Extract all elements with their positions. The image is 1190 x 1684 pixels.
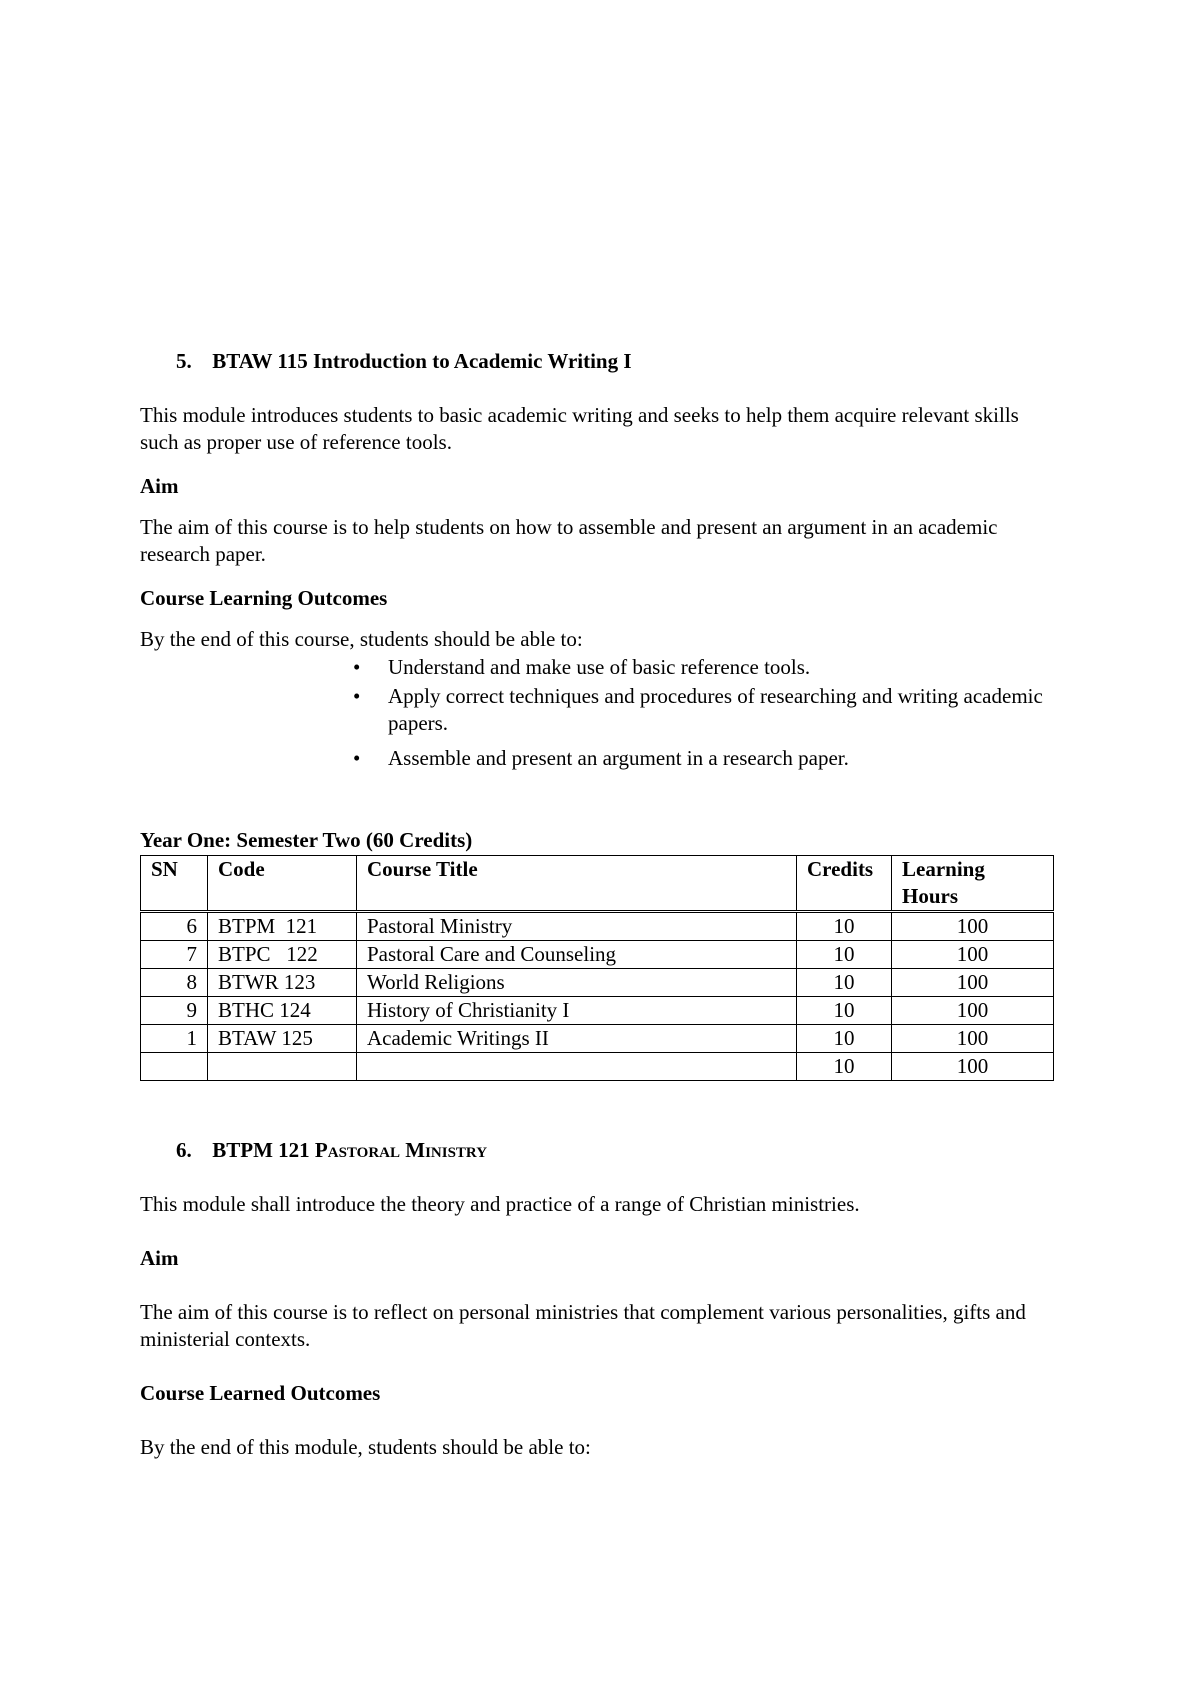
cell-code: BTAW 125 xyxy=(208,1025,357,1053)
cell-sn: 6 xyxy=(141,912,208,941)
section-6-code: BTPM 121 xyxy=(212,1138,310,1162)
course-table xyxy=(140,855,1054,1081)
cell-title xyxy=(357,1053,797,1081)
section-5-aim-heading: Aim xyxy=(140,474,179,498)
section-5-intro: This module introduces students to basic academic writing and seeks to help them acquire relevant skills such as proper use of reference tools. xyxy=(140,403,1019,454)
cell-credits: 10 xyxy=(797,1053,892,1081)
bullet-icon: • xyxy=(353,684,361,708)
column-header-course-title: Course Title xyxy=(357,856,797,912)
list-item: • Apply correct techniques and procedures of researching and writing academic papers. xyxy=(353,684,1043,735)
cell-code xyxy=(208,1053,357,1081)
section-6-intro: This module shall introduce the theory and practice of a range of Christian ministries. xyxy=(140,1192,860,1216)
cell-code: BTPC 122 xyxy=(208,941,357,969)
cell-hours: 100 xyxy=(892,997,1054,1025)
list-item: • Understand and make use of basic reference tools. xyxy=(353,655,811,679)
cell-credits: 10 xyxy=(797,941,892,969)
cell-title: Pastoral Care and Counseling xyxy=(357,941,797,969)
table-row xyxy=(141,969,1054,997)
cell-credits: 10 xyxy=(797,1025,892,1053)
section-5-title: BTAW 115 Introduction to Academic Writing I xyxy=(212,349,632,373)
cell-title: Academic Writings II xyxy=(357,1025,797,1053)
bullet-icon: • xyxy=(353,746,361,770)
section-6-outcomes-lead: By the end of this module, students should be able to: xyxy=(140,1435,591,1459)
column-header-sn: SN xyxy=(141,856,208,912)
table-header-row xyxy=(141,856,1054,912)
column-header-code: Code xyxy=(208,856,357,912)
section-5-outcomes-heading: Course Learning Outcomes xyxy=(140,586,388,610)
table-row xyxy=(141,941,1054,969)
cell-sn: 1 xyxy=(141,1025,208,1053)
section-6-heading xyxy=(176,1137,487,1164)
section-5-heading xyxy=(176,348,632,375)
cell-credits: 10 xyxy=(797,912,892,941)
section-6-aim-text: The aim of this course is to reflect on personal ministries that complement various personalities, gifts and ministerial contexts. xyxy=(140,1300,1026,1351)
list-item: • Assemble and present an argument in a research paper. xyxy=(353,746,849,770)
cell-hours: 100 xyxy=(892,941,1054,969)
table-row xyxy=(141,912,1054,941)
bullet-icon: • xyxy=(353,655,361,679)
cell-sn: 9 xyxy=(141,997,208,1025)
section-5-number: 5. xyxy=(176,349,192,373)
section-5-aim-text: The aim of this course is to help students on how to assemble and present an argument in an academic research paper. xyxy=(140,515,998,566)
section-6-aim-heading: Aim xyxy=(140,1246,179,1270)
cell-code: BTWR 123 xyxy=(208,969,357,997)
cell-code: BTHC 124 xyxy=(208,997,357,1025)
cell-title: Pastoral Ministry xyxy=(357,912,797,941)
cell-sn xyxy=(141,1053,208,1081)
cell-hours: 100 xyxy=(892,1053,1054,1081)
section-6-number: 6. xyxy=(176,1138,192,1162)
semester-heading: Year One: Semester Two (60 Credits) xyxy=(140,828,473,852)
cell-title: World Religions xyxy=(357,969,797,997)
cell-code: BTPM 121 xyxy=(208,912,357,941)
cell-title: History of Christianity I xyxy=(357,997,797,1025)
table-row xyxy=(141,997,1054,1025)
table-row xyxy=(141,1025,1054,1053)
cell-hours: 100 xyxy=(892,1025,1054,1053)
cell-hours: 100 xyxy=(892,912,1054,941)
section-5-outcomes-lead: By the end of this course, students should be able to: xyxy=(140,627,583,651)
cell-sn: 7 xyxy=(141,941,208,969)
column-header-credits: Credits xyxy=(797,856,892,912)
cell-sn: 8 xyxy=(141,969,208,997)
cell-hours: 100 xyxy=(892,969,1054,997)
cell-credits: 10 xyxy=(797,997,892,1025)
section-6-title: Pastoral Ministry xyxy=(314,1138,488,1162)
cell-credits: 10 xyxy=(797,969,892,997)
section-6-outcomes-heading: Course Learned Outcomes xyxy=(140,1381,381,1405)
section-5-outcomes-list xyxy=(353,654,1053,772)
column-header-learning-hours: Learning Hours xyxy=(892,856,1054,912)
table-row-total xyxy=(141,1053,1054,1081)
